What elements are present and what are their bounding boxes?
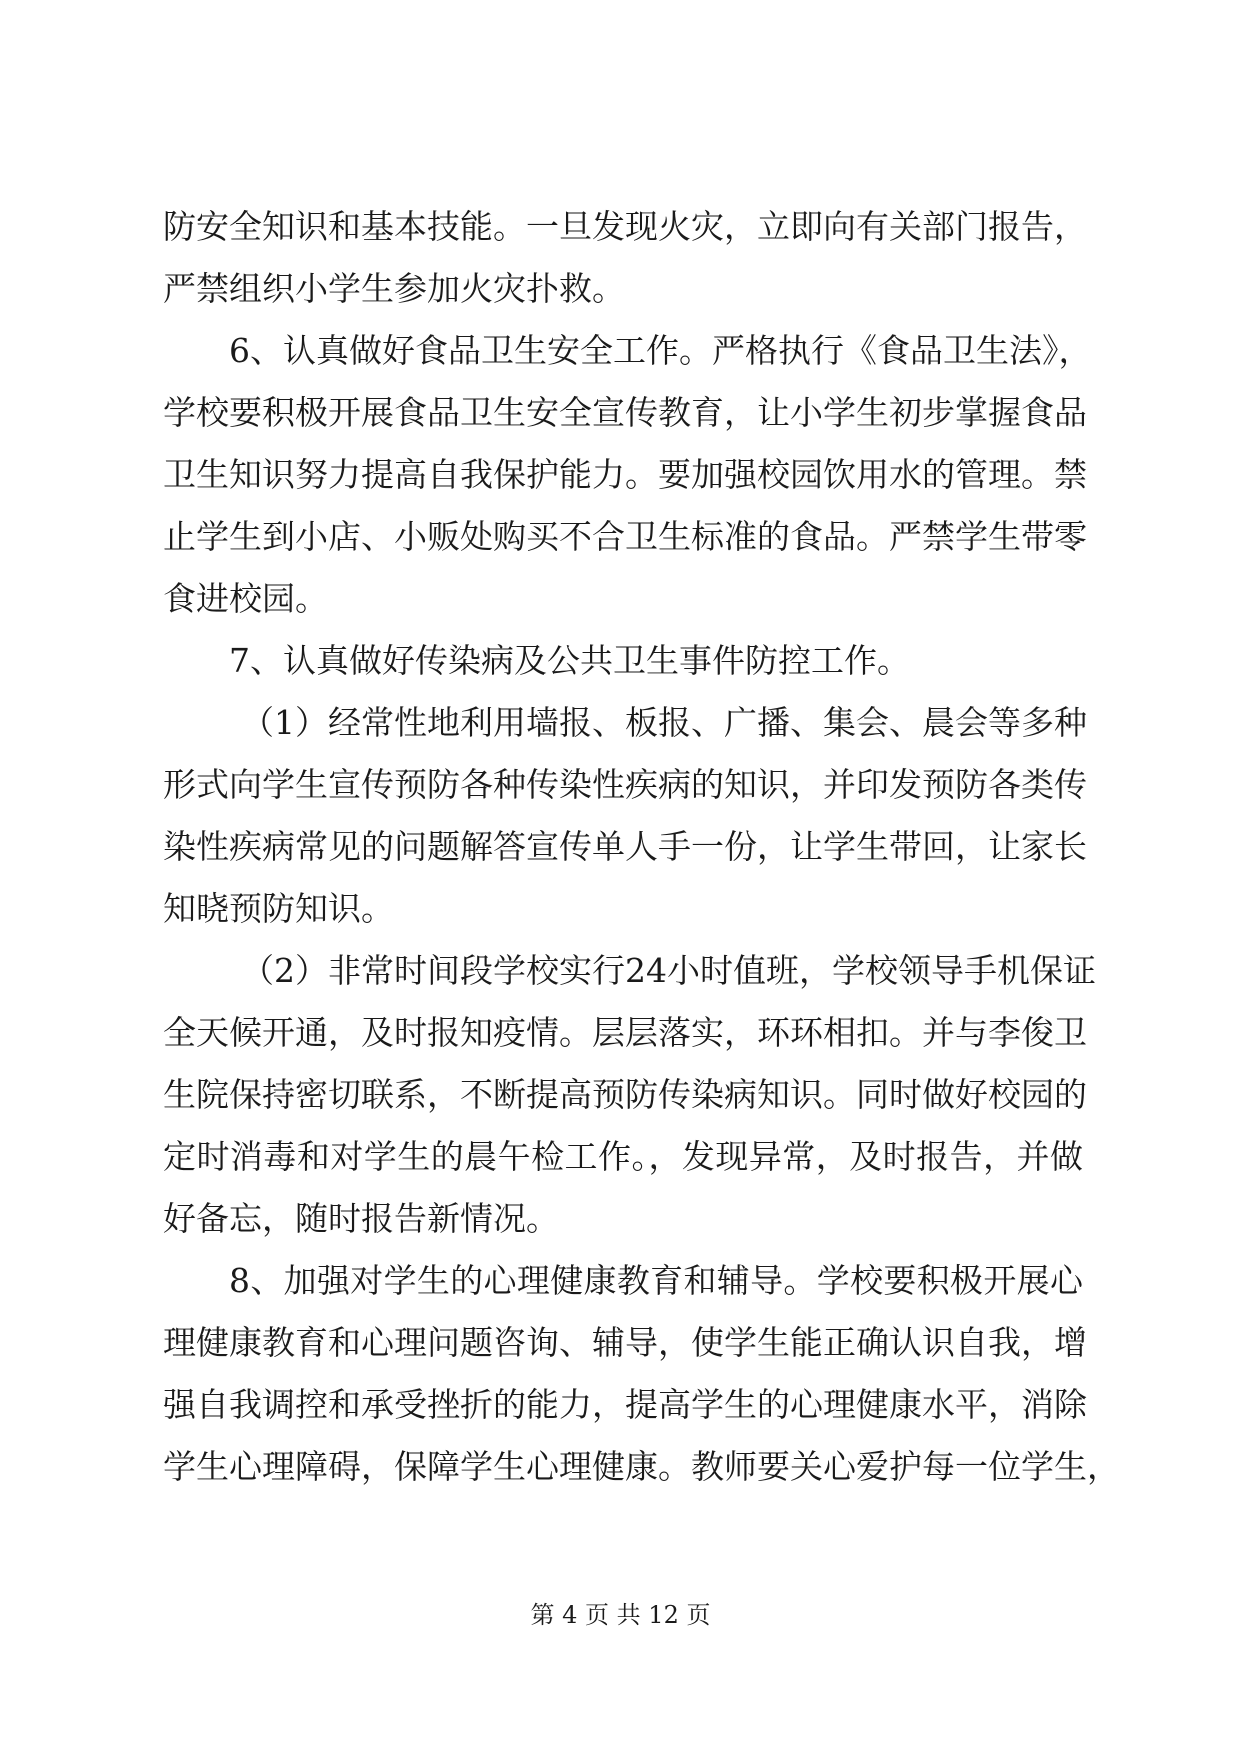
text-line: 食进校园。: [163, 579, 328, 618]
paragraph-start-line: （1）经常性地利用墙报、板报、广播、集会、晨会等多种: [241, 703, 1087, 742]
paragraph-start-line: 8、加强对学生的心理健康教育和辅导。学校要积极开展心: [229, 1261, 1083, 1300]
text-line: 学校要积极开展食品卫生安全宣传教育，让小学生初步掌握食品: [163, 393, 1087, 432]
text-line: 知晓预防知识。: [163, 889, 394, 928]
text-line: 止学生到小店、小贩处购买不合卫生标准的食品。严禁学生带零: [163, 517, 1087, 556]
text-line: 理健康教育和心理问题咨询、辅导，使学生能正确认识自我，增: [163, 1323, 1087, 1362]
text-line: 严禁组织小学生参加火灾扑救。: [163, 269, 625, 308]
text-line: 卫生知识努力提高自我保护能力。要加强校园饮用水的管理。禁: [163, 455, 1087, 494]
paragraph-start-line: （2）非常时间段学校实行24小时值班，学校领导手机保证: [241, 951, 1096, 990]
text-line: 染性疾病常见的问题解答宣传单人手一份，让学生带回，让家长: [163, 827, 1087, 866]
document-body: [163, 196, 1120, 1498]
text-line: 学生心理障碍，保障学生心理健康。教师要关心爱护每一位学生，: [163, 1447, 1120, 1486]
text-line: 定时消毒和对学生的晨午检工作。，发现异常，及时报告，并做: [163, 1137, 1083, 1176]
text-line: 好备忘，随时报告新情况。: [163, 1199, 559, 1238]
paragraph-start-line: 6、认真做好食品卫生安全工作。严格执行《食品卫生法》，: [229, 331, 1092, 370]
text-line: 生院保持密切联系，不断提高预防传染病知识。同时做好校园的: [163, 1075, 1087, 1114]
page-number-footer: 第 4 页 共 12 页: [530, 1601, 711, 1629]
paragraph-start-line: 7、认真做好传染病及公共卫生事件防控工作。: [229, 641, 910, 680]
text-line: 形式向学生宣传预防各种传染性疾病的知识，并印发预防各类传: [163, 765, 1087, 804]
text-line: 强自我调控和承受挫折的能力，提高学生的心理健康水平，消除: [163, 1385, 1087, 1424]
text-line: 防安全知识和基本技能。一旦发现火灾，立即向有关部门报告，: [163, 207, 1087, 246]
text-line: 全天候开通，及时报知疫情。层层落实，环环相扣。并与李俊卫: [163, 1013, 1087, 1052]
